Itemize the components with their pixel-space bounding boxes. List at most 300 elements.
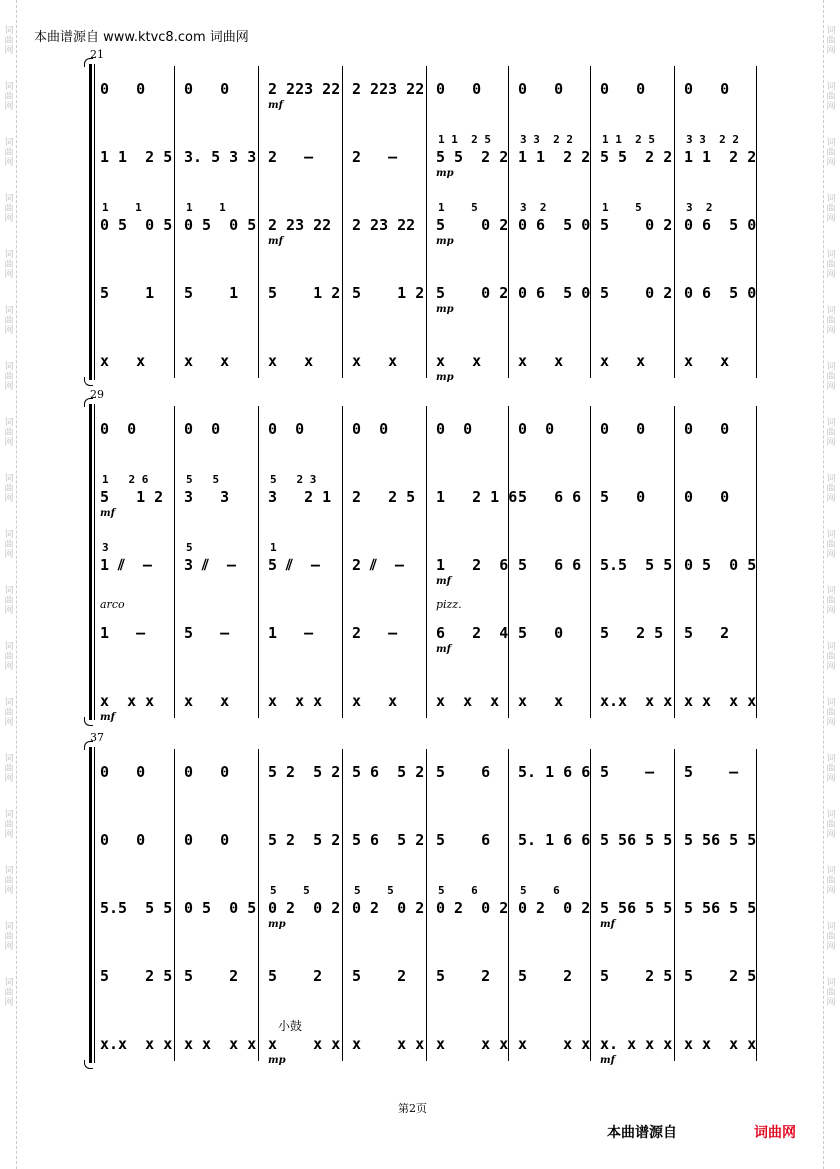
right-watermark-strip [823, 0, 838, 1169]
page-header-source: 本曲谱源自 www.ktvc8.com 词曲网 [34, 30, 249, 45]
notation-measure: 0 5 0 5 [684, 556, 757, 574]
watermark-group [2, 530, 16, 560]
watermark-char: 网 [826, 102, 836, 112]
watermark-char: 曲 [4, 596, 14, 606]
watermark-char: 网 [4, 550, 14, 560]
watermark-char: 词 [4, 586, 14, 596]
notation-measure: 5 56 5 5 [684, 899, 757, 917]
watermark-group [824, 418, 838, 448]
notation-measure: 0 0 [352, 420, 389, 438]
watermark-char: 网 [826, 46, 836, 56]
dynamic-marking: mp [436, 372, 454, 383]
watermark-char: 曲 [826, 204, 836, 214]
watermark-char: 词 [826, 362, 836, 372]
notation-measure: x x [268, 352, 314, 370]
notation-measure: 5 5 2 2 [436, 148, 509, 166]
notation-measure: 0 6 5 0 [518, 284, 591, 302]
watermark-char: 网 [826, 214, 836, 224]
watermark-char: 网 [826, 606, 836, 616]
watermark-group [2, 754, 16, 784]
watermark-group [824, 810, 838, 840]
watermark-char: 网 [4, 886, 14, 896]
bar-line [258, 749, 259, 1061]
notation-measure: 0 0 [100, 80, 146, 98]
notation-measure: 5 2 [352, 967, 407, 985]
high-octave-marks: 5 [186, 541, 193, 554]
notation-measure: 5 2 [268, 967, 323, 985]
watermark-char: 曲 [826, 372, 836, 382]
notation-measure: 0 5 0 5 [184, 216, 257, 234]
watermark-char: 网 [826, 494, 836, 504]
watermark-char: 词 [826, 866, 836, 876]
notation-measure: 5 2 5 [100, 967, 173, 985]
notation-measure: 5 56 5 5 [600, 831, 673, 849]
system-bracket [84, 64, 93, 380]
watermark-char: 曲 [4, 204, 14, 214]
watermark-char: 词 [826, 82, 836, 92]
watermark-group [2, 194, 16, 224]
notation-measure: 5. 1 6 6 [518, 763, 591, 781]
notation-measure: 0 0 [184, 763, 230, 781]
notation-measure: 2 2 5 [352, 488, 416, 506]
watermark-group [2, 978, 16, 1008]
notation-measure: 5 6 [436, 763, 491, 781]
watermark-char: 曲 [826, 484, 836, 494]
watermark-char: 网 [4, 438, 14, 448]
notation-measure: 5 0 2 [436, 284, 509, 302]
notation-measure: x x [352, 352, 398, 370]
notation-measure: 1 2 6 [436, 556, 509, 574]
watermark-char: 词 [4, 194, 14, 204]
notation-measure: 5 6 [436, 831, 491, 849]
watermark-char: 词 [4, 418, 14, 428]
dynamic-marking: mf [436, 644, 451, 655]
performance-annotation: 小鼓 [278, 1019, 303, 1033]
notation-measure: 5 2 [684, 624, 730, 642]
notation-measure: 1 – [100, 624, 146, 642]
notation-measure: 1 2 1 6 [436, 488, 518, 506]
watermark-char: 词 [826, 922, 836, 932]
bar-line [174, 406, 175, 718]
watermark-group [824, 922, 838, 952]
watermark-char: 词 [826, 194, 836, 204]
notation-measure: 5 2 [436, 967, 491, 985]
watermark-group [2, 474, 16, 504]
high-octave-marks: 5 2 3 [270, 473, 317, 486]
watermark-group [824, 754, 838, 784]
bar-line [426, 749, 427, 1061]
notation-measure: x x x [436, 1035, 509, 1053]
watermark-char: 网 [4, 662, 14, 672]
high-octave-marks: 3 [102, 541, 109, 554]
high-octave-marks: 3 2 [686, 201, 713, 214]
bar-line [674, 406, 675, 718]
watermark-char: 词 [4, 530, 14, 540]
notation-measure: 2 – [352, 148, 398, 166]
notation-measure: x x [600, 352, 646, 370]
notation-measure: 0 6 5 0 [518, 216, 591, 234]
watermark-char: 网 [826, 326, 836, 336]
high-octave-marks: 5 6 [520, 884, 560, 897]
page-number: 第2页 [398, 1102, 427, 1115]
notation-measure: x x x [436, 692, 500, 710]
high-octave-marks: 3 3 2 2 [520, 133, 573, 146]
dynamic-marking: mf [268, 100, 283, 111]
score-system [84, 48, 757, 390]
dynamic-marking: mp [268, 919, 286, 930]
bar-line [674, 749, 675, 1061]
notation-measure: 0 0 [184, 420, 221, 438]
notation-measure: 5 56 5 5 [684, 831, 757, 849]
high-octave-marks: 3 2 [520, 201, 547, 214]
watermark-group [2, 362, 16, 392]
notation-measure: 6 2 4 [436, 624, 509, 642]
notation-measure: 5 6 6 [518, 556, 582, 574]
watermark-char: 网 [826, 718, 836, 728]
notation-measure: 0 0 [518, 420, 555, 438]
watermark-group [2, 866, 16, 896]
watermark-char: 网 [4, 606, 14, 616]
watermark-group [824, 530, 838, 560]
watermark-group [824, 978, 838, 1008]
bar-line [342, 749, 343, 1061]
watermark-char: 网 [4, 718, 14, 728]
dynamic-marking: mf [436, 576, 451, 587]
notation-measure: 5 5 2 2 [600, 148, 673, 166]
notation-measure: 2 – [268, 148, 314, 166]
high-octave-marks: 3 3 2 2 [686, 133, 739, 146]
watermark-char: 词 [4, 978, 14, 988]
watermark-char: 曲 [826, 820, 836, 830]
notation-measure: 0 0 [268, 420, 305, 438]
notation-measure: 5 0 [600, 488, 646, 506]
watermark-char: 词 [826, 810, 836, 820]
notation-measure: 5 0 2 [600, 216, 673, 234]
watermark-char: 网 [4, 998, 14, 1008]
notation-measure: 3 2 1 [268, 488, 332, 506]
watermark-char: 网 [826, 886, 836, 896]
high-octave-marks: 1 1 [186, 201, 226, 214]
measure-number: 29 [90, 388, 104, 401]
notation-measure: 0 0 [684, 488, 730, 506]
notation-measure: 5 2 5 [600, 624, 664, 642]
bar-line [674, 66, 675, 378]
system-bracket [84, 747, 93, 1063]
notation-measure: 5 1 2 [352, 284, 425, 302]
watermark-char: 词 [826, 642, 836, 652]
notation-measure: 5 – [600, 763, 655, 781]
watermark-char: 词 [4, 866, 14, 876]
notation-measure: 1 1 2 2 [684, 148, 757, 166]
notation-measure: 2 23 22 [352, 216, 416, 234]
watermark-char: 网 [4, 270, 14, 280]
notation-measure: 5.5 5 5 [100, 899, 173, 917]
watermark-char: 词 [826, 698, 836, 708]
notation-measure: 5 2 [184, 967, 239, 985]
notation-measure: 5 6 5 2 [352, 831, 425, 849]
watermark-char: 词 [826, 754, 836, 764]
watermark-char: 网 [826, 942, 836, 952]
watermark-char: 曲 [826, 92, 836, 102]
watermark-char: 词 [826, 978, 836, 988]
notation-measure: 5. 1 6 6 [518, 831, 591, 849]
bar-line [342, 406, 343, 718]
notation-measure: 5 6 6 [518, 488, 582, 506]
notation-measure: 1 – [268, 624, 314, 642]
bar-line [258, 406, 259, 718]
performance-annotation: pizz. [436, 598, 462, 611]
notation-measure: x. x x x [600, 1035, 673, 1053]
bar-line [342, 66, 343, 378]
notation-measure: 0 0 [184, 80, 230, 98]
dynamic-marking: mp [436, 168, 454, 179]
notation-measure: 0 5 0 5 [184, 899, 257, 917]
watermark-char: 词 [4, 250, 14, 260]
watermark-char: 网 [826, 382, 836, 392]
notation-measure: 0 0 [684, 80, 730, 98]
notation-measure: 0 2 0 2 [352, 899, 425, 917]
notation-measure: 5 0 2 [600, 284, 673, 302]
watermark-char: 曲 [4, 428, 14, 438]
notation-measure: x.x x x [600, 692, 673, 710]
watermark-char: 网 [826, 270, 836, 280]
high-octave-marks: 5 5 [186, 473, 220, 486]
notation-measure: 5 2 5 [600, 967, 673, 985]
watermark-char: 词 [4, 138, 14, 148]
watermark-char: 曲 [4, 36, 14, 46]
performance-annotation: arco [100, 598, 125, 611]
notation-measure: 0 0 [100, 831, 146, 849]
notation-measure: 0 6 5 0 [684, 284, 757, 302]
watermark-char: 曲 [4, 372, 14, 382]
notation-measure: x x [436, 352, 482, 370]
notation-measure: 0 0 [436, 80, 482, 98]
watermark-group [2, 418, 16, 448]
high-octave-marks: 5 5 [270, 884, 310, 897]
high-octave-marks: 1 1 2 5 [438, 133, 491, 146]
notation-measure: x x x [518, 1035, 591, 1053]
notation-measure: 2 23 22 [268, 216, 332, 234]
notation-measure: 0 5 0 5 [100, 216, 173, 234]
dynamic-marking: mf [600, 1055, 615, 1066]
watermark-group [2, 810, 16, 840]
notation-measure: 2 – [352, 624, 398, 642]
watermark-char: 曲 [4, 92, 14, 102]
watermark-char: 词 [4, 810, 14, 820]
high-octave-marks: 5 5 [354, 884, 394, 897]
watermark-char: 曲 [826, 708, 836, 718]
watermark-char: 网 [826, 998, 836, 1008]
watermark-group [824, 866, 838, 896]
notation-measure: x x [518, 352, 564, 370]
watermark-char: 网 [4, 382, 14, 392]
notation-measure: x x x [100, 692, 155, 710]
notation-measure: 1 ⫽ – [100, 556, 152, 574]
watermark-group [824, 250, 838, 280]
notation-measure: 2 223 22 [268, 80, 341, 98]
left-watermark-strip [2, 0, 17, 1169]
watermark-char: 网 [4, 46, 14, 56]
measure-number: 37 [90, 731, 104, 744]
notation-measure: x x [100, 352, 146, 370]
notation-measure: x.x x x [100, 1035, 173, 1053]
notation-measure: 5 1 2 [100, 488, 164, 506]
high-octave-marks: 1 2 6 [102, 473, 149, 486]
watermark-char: 词 [4, 362, 14, 372]
watermark-char: 曲 [826, 540, 836, 550]
watermark-char: 词 [826, 474, 836, 484]
watermark-char: 曲 [826, 596, 836, 606]
watermark-char: 网 [826, 158, 836, 168]
watermark-char: 网 [4, 774, 14, 784]
watermark-char: 曲 [826, 316, 836, 326]
notation-measure: 0 0 [518, 80, 564, 98]
watermark-char: 网 [826, 662, 836, 672]
notation-measure: 5 – [684, 763, 739, 781]
notation-measure: x x x x [684, 1035, 757, 1053]
notation-measure: 5 6 5 2 [352, 763, 425, 781]
watermark-group [824, 586, 838, 616]
watermark-char: 词 [826, 250, 836, 260]
notation-measure: x x [184, 352, 230, 370]
watermark-char: 词 [4, 754, 14, 764]
watermark-char: 曲 [4, 932, 14, 942]
watermark-char: 网 [826, 438, 836, 448]
watermark-char: 词 [4, 306, 14, 316]
watermark-char: 网 [4, 102, 14, 112]
dynamic-marking: mp [268, 1055, 286, 1066]
watermark-char: 曲 [4, 652, 14, 662]
watermark-char: 词 [4, 922, 14, 932]
notation-measure: 0 2 0 2 [518, 899, 591, 917]
notation-measure: 5 0 [518, 624, 564, 642]
notation-measure: 3. 5 3 3 [184, 148, 257, 166]
watermark-group [2, 586, 16, 616]
notation-measure: 0 0 [600, 80, 646, 98]
watermark-char: 曲 [826, 36, 836, 46]
watermark-group [824, 138, 838, 168]
watermark-char: 曲 [826, 428, 836, 438]
watermark-char: 曲 [4, 540, 14, 550]
watermark-char: 曲 [826, 764, 836, 774]
notation-measure: 0 0 [436, 420, 473, 438]
notation-measure: 2 ⫽ – [352, 556, 404, 574]
notation-measure: 5 ⫽ – [268, 556, 320, 574]
notation-measure: 0 0 [600, 420, 646, 438]
bar-line [174, 749, 175, 1061]
watermark-char: 词 [4, 642, 14, 652]
notation-measure: 0 0 [100, 763, 146, 781]
notation-measure: x x x [268, 1035, 341, 1053]
notation-measure: x x [518, 692, 564, 710]
watermark-group [824, 82, 838, 112]
dynamic-marking: mp [436, 304, 454, 315]
watermark-char: 曲 [4, 484, 14, 494]
watermark-char: 曲 [4, 148, 14, 158]
watermark-group [2, 922, 16, 952]
notation-measure: 5 56 5 5 [600, 899, 673, 917]
notation-measure: x x x x [684, 692, 757, 710]
watermark-group [824, 26, 838, 56]
watermark-char: 网 [826, 550, 836, 560]
high-octave-marks: 1 [270, 541, 277, 554]
watermark-group [824, 642, 838, 672]
notation-measure: 1 1 2 5 [100, 148, 173, 166]
watermark-char: 曲 [826, 876, 836, 886]
bar-line [426, 406, 427, 718]
watermark-char: 曲 [826, 148, 836, 158]
watermark-char: 曲 [4, 820, 14, 830]
dynamic-marking: mf [268, 236, 283, 247]
high-octave-marks: 1 1 [102, 201, 142, 214]
notation-measure: 5 2 5 [684, 967, 757, 985]
bar-line [174, 66, 175, 378]
watermark-char: 曲 [4, 260, 14, 270]
notation-measure: 5 1 [100, 284, 155, 302]
watermark-char: 网 [4, 830, 14, 840]
watermark-group [2, 26, 16, 56]
score-system [84, 731, 757, 1073]
watermark-group [2, 82, 16, 112]
watermark-group [2, 698, 16, 728]
footer-brand-source: 本曲谱源自 [607, 1125, 677, 1141]
watermark-group [824, 362, 838, 392]
watermark-char: 词 [826, 26, 836, 36]
watermark-char: 网 [4, 326, 14, 336]
notation-measure: x x [684, 352, 730, 370]
notation-measure: x x x x [184, 1035, 257, 1053]
high-octave-marks: 1 1 2 5 [602, 133, 655, 146]
notation-measure: 5 1 2 [268, 284, 341, 302]
notation-measure: 5 2 5 2 [268, 763, 341, 781]
high-octave-marks: 5 6 [438, 884, 478, 897]
footer-brand-site: 词曲网 [754, 1125, 796, 1141]
dynamic-marking: mf [100, 508, 115, 519]
watermark-char: 曲 [826, 260, 836, 270]
high-octave-marks: 1 5 [602, 201, 642, 214]
notation-measure: 0 0 [100, 420, 137, 438]
notation-measure: 2 223 22 [352, 80, 425, 98]
notation-measure: 3 ⫽ – [184, 556, 236, 574]
watermark-char: 词 [4, 698, 14, 708]
watermark-group [824, 194, 838, 224]
system-bracket [84, 404, 93, 720]
watermark-char: 曲 [4, 764, 14, 774]
watermark-char: 词 [4, 474, 14, 484]
notation-measure: 5 0 2 [436, 216, 509, 234]
notation-measure: x x [352, 692, 398, 710]
notation-measure: 0 2 0 2 [436, 899, 509, 917]
notation-measure: 5 2 5 2 [268, 831, 341, 849]
watermark-char: 曲 [4, 708, 14, 718]
watermark-char: 词 [826, 418, 836, 428]
notation-measure: x x x [268, 692, 323, 710]
high-octave-marks: 1 5 [438, 201, 478, 214]
watermark-group [824, 698, 838, 728]
watermark-char: 曲 [826, 652, 836, 662]
notation-measure: x x [184, 692, 230, 710]
notation-measure: 5.5 5 5 [600, 556, 673, 574]
watermark-char: 词 [4, 26, 14, 36]
watermark-char: 曲 [4, 876, 14, 886]
watermark-char: 曲 [826, 988, 836, 998]
watermark-char: 曲 [826, 932, 836, 942]
watermark-group [824, 306, 838, 336]
dynamic-marking: mf [600, 919, 615, 930]
watermark-group [2, 138, 16, 168]
notation-measure: 1 1 2 2 [518, 148, 591, 166]
watermark-group [2, 306, 16, 336]
